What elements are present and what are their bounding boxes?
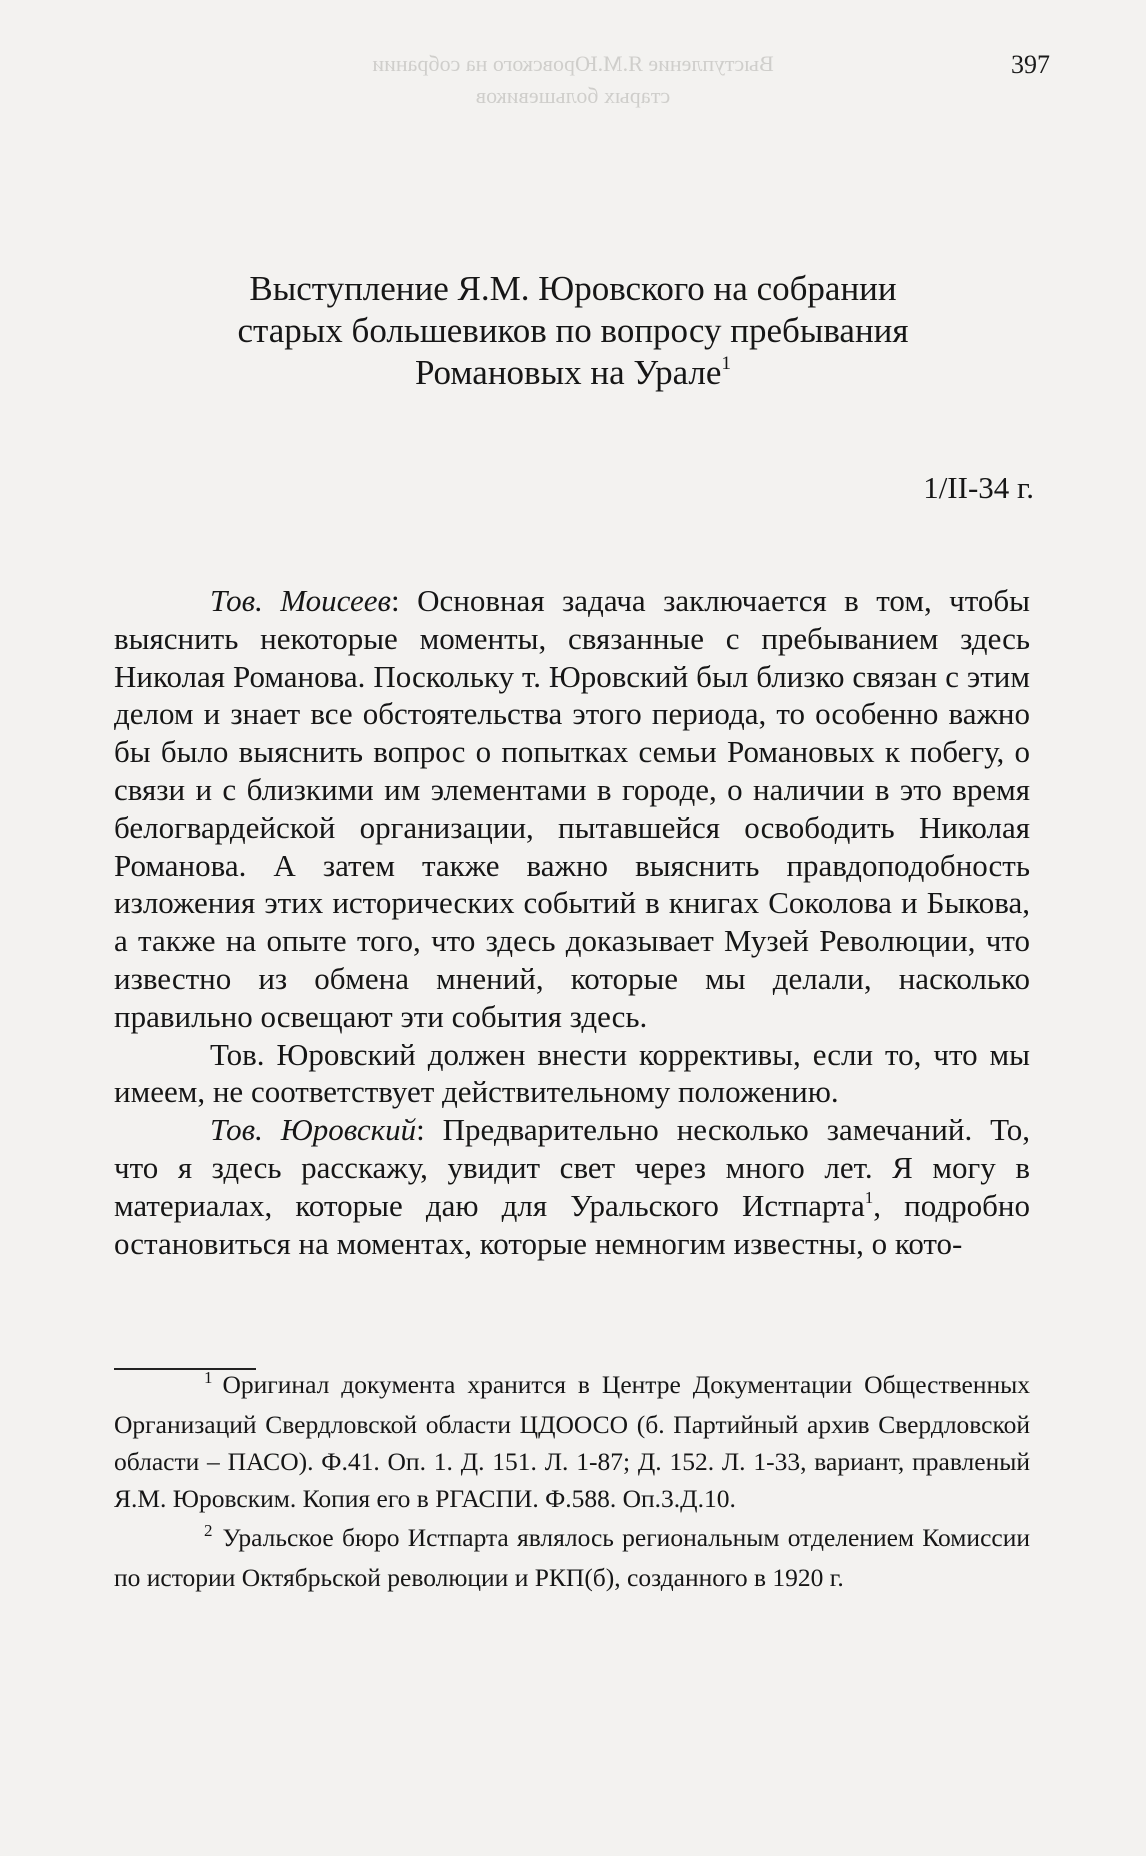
speaker-name: Тов. Моисеев (210, 583, 392, 618)
paragraph-text: : Основная задача заключается в том, чтобы выяснить некоторые моменты, связанные с пребыванием здесь Николая Романова. Поскольку т. Юровский был близко связан с этим делом и знает все обстоятельства этого периода, то особенно важно бы было выяснить вопрос о попытках семьи Романовых к побегу, о связи и с близкими им элементами в городе, о наличии в это время белогвардейской организации, пытавшейся освободить Николая Романова. А затем также важно выяснить правдоподобность изложения этих исторических событий в книгах Соколова и Быкова, а также на опыте того, что здесь доказывает Музей Революции, что известно из обмена мнений, которые мы делали, насколько правильно освещают эти события здесь. (114, 583, 1030, 1034)
footnotes (114, 1366, 1030, 1596)
paragraph-moiseev (114, 582, 1030, 1036)
title-line-1: Выступление Я.М. Юровского на собрании (249, 269, 897, 308)
footnote-text: Уральское бюро Истпарта являлось региональным отделением Комиссии по истории Октябрьской революции и РКП(б), созданного в 1920 г. (114, 1523, 1030, 1592)
document-body (114, 582, 1030, 1262)
footnote-number: 2 (204, 1521, 213, 1540)
footnote-ref-2: 1 (864, 1187, 874, 1207)
paragraph-yurovsky (114, 1111, 1030, 1262)
paragraph-text-cont: , подробно остановиться на моментах, которые немногим известны, о кото- (114, 1187, 1030, 1261)
paragraph-text: Тов. Юровский должен внести коррективы, если то, что мы имеем, не соответствует действительному положению. (114, 1036, 1030, 1110)
page-number: 397 (1011, 50, 1050, 79)
paragraph-note (114, 1036, 1030, 1112)
paragraph-text: : Предварительно несколько замечаний. То, что я здесь расскажу, увидит свет через много лет. Я могу в материалах, которые даю для Уральского Истпарта (114, 1112, 1030, 1223)
footnote-ref-1: 1 (721, 353, 732, 375)
footnote-text: Оригинал документа хранится в Центре Документации Общественных Организаций Свердловской области ЦДООСО (б. Партийный архив Свердловской области – ПАСО). Ф.41. Оп. 1. Д. 151. Л. 1-87; Д. 152. Л. 1-33, вариант, правленый Я.М. Юровским. Копия его в РГАСПИ. Ф.588. Оп.3.Д.10. (114, 1370, 1030, 1513)
document-title (110, 268, 1036, 394)
title-line-3: Романовых на Урале$^1$ (414, 353, 732, 392)
bleed-through-text: Выступление Я.М.Юровского на собрании старых большевиков (372, 51, 774, 108)
footnote-number: 1 (204, 1368, 213, 1387)
document-date: 1/II-34 г. (923, 470, 1034, 505)
title-line-2: старых большевиков по вопросу пребывания (237, 311, 909, 350)
speaker-name: Тов. Юровский (210, 1112, 417, 1148)
footnote-2 (114, 1519, 1030, 1596)
footnote-1 (114, 1366, 1030, 1517)
